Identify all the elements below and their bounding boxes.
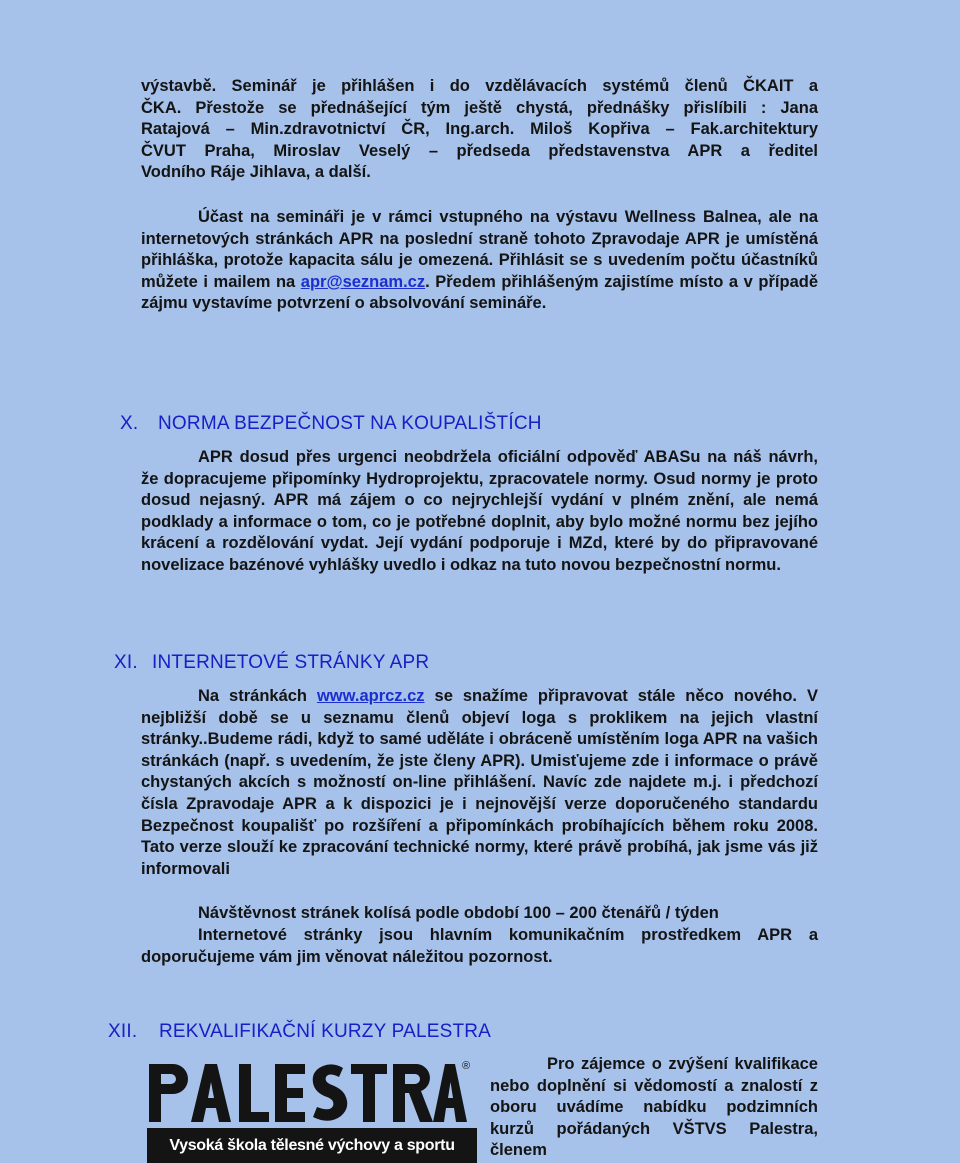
paragraph-text-end: se snažíme připravovat stále něco nového. V nejbližší době se u seznamu členů objeví loga s proklikem na jejich vlastní stránky..Budeme rádi, když to samé uděláte i obráceně umístěním loga APR na vašich stránkách (např. s uvedením, že jste členy APR). Umisťujeme zde i informace o právě chystaných akcích s možností on-line přihlášení. Navíc zde najdete m.j. i předchozí čísla Zpravodaje APR a k dispozici je i nejnovější verze doporučeného standardu Bezpečnost koupališť po rozšíření a připomínkách probíhajících během roku 2008. Tato verze slouží ke zpracování technické normy, které právě probíhá, jak jsme vás již informovali — [141, 687, 818, 878]
section-xi-paragraph-3: Internetové stránky jsou hlavním komunikačním prostředkem APR a doporučujeme vám jim věnovat náležitou pozornost. — [141, 926, 818, 966]
intro-line: Ratajová – Min.zdravotnictví ČR, Ing.arch. Miloš Kopřiva – Fak.architektury — [141, 120, 818, 139]
palestra-wordmark — [147, 1060, 477, 1126]
section-title: NORMA BEZPEČNOST NA KOUPALIŠTÍCH — [158, 413, 542, 434]
palestra-logo — [147, 1060, 477, 1163]
section-xii-heading — [108, 1021, 491, 1043]
intro-line: výstavbě. Seminář je přihlášen i do vzdělávacích systémů členů ČKAIT a — [141, 77, 818, 95]
website-link[interactable]: www.aprcz.cz — [316, 687, 425, 705]
seminar-paragraph — [141, 207, 818, 315]
section-number: X. — [120, 413, 139, 434]
intro-line: Vodního Ráje Jihlava, a další. — [141, 163, 371, 182]
section-number: XI. — [114, 652, 138, 673]
intro-paragraph — [141, 76, 818, 184]
registered-mark: ® — [462, 1060, 471, 1072]
seminar-text: Účast na semináři je v rámci vstupného na výstavu Wellness Balnea, ale na internetových stránkách APR na poslední straně tohoto Zpravodaje APR je umístěná přihláška, protože kapacita sálu je omezená. Přihlásit se s uvedením počtu účastníků můžete i mailem na — [141, 208, 818, 291]
intro-line: ČVUT Praha, Miroslav Veselý – předseda představenstva APR a ředitel — [141, 141, 818, 160]
intro-line: ČKA. Přestože se přednášející tým ještě chystá, přednášky přislíbili : Jana — [141, 98, 818, 117]
section-xi-paragraph-1 — [141, 686, 818, 880]
section-xi-paragraph-2: Návštěvnost stránek kolísá podle období 100 – 200 čtenářů / týden — [198, 904, 719, 922]
section-x-body: APR dosud přes urgenci neobdržela oficiální odpověď ABASu na náš návrh, že dopracujeme připomínky Hydroprojektu, zpracovatele normy. Osud normy je proto dosud nejasný. APR má zájem o co nejrychlejší vydání v plném znění, ale nemá podklady a informace o tom, co je potřebné doplnit, aby bylo možné normu bez jejího krácení a rozdělování vydat. Její vydání podporuje i MZd, které by do připravované novelizace bazénové vyhlášky uvedlo i odkaz na tuto novou bezpečnostní normu. — [141, 448, 818, 574]
logo-tagline: Vysoká škola tělesné výchovy a sportu — [147, 1128, 477, 1163]
section-x-heading — [120, 413, 542, 435]
paragraph-text: Na stránkách — [198, 687, 317, 705]
section-xi-heading — [114, 652, 429, 674]
seminar-text-end: . Předem přihlášeným zajistíme místo a v případě zájmu vystavíme potvrzení o absolvování semináře. — [141, 272, 818, 313]
section-title: INTERNETOVÉ STRÁNKY APR — [152, 652, 430, 673]
section-title: REKVALIFIKAČNÍ KURZY PALESTRA — [159, 1021, 492, 1042]
section-number: XII. — [108, 1021, 138, 1042]
section-xii-body: Pro zájemce o zvýšení kvalifikace nebo doplnění si vědomostí a znalostí z oboru uvádíme nabídku podzimních kurzů pořádaných VŠTVS Palestra, členem — [490, 1055, 818, 1160]
email-link[interactable]: apr@seznam.cz — [300, 272, 426, 291]
